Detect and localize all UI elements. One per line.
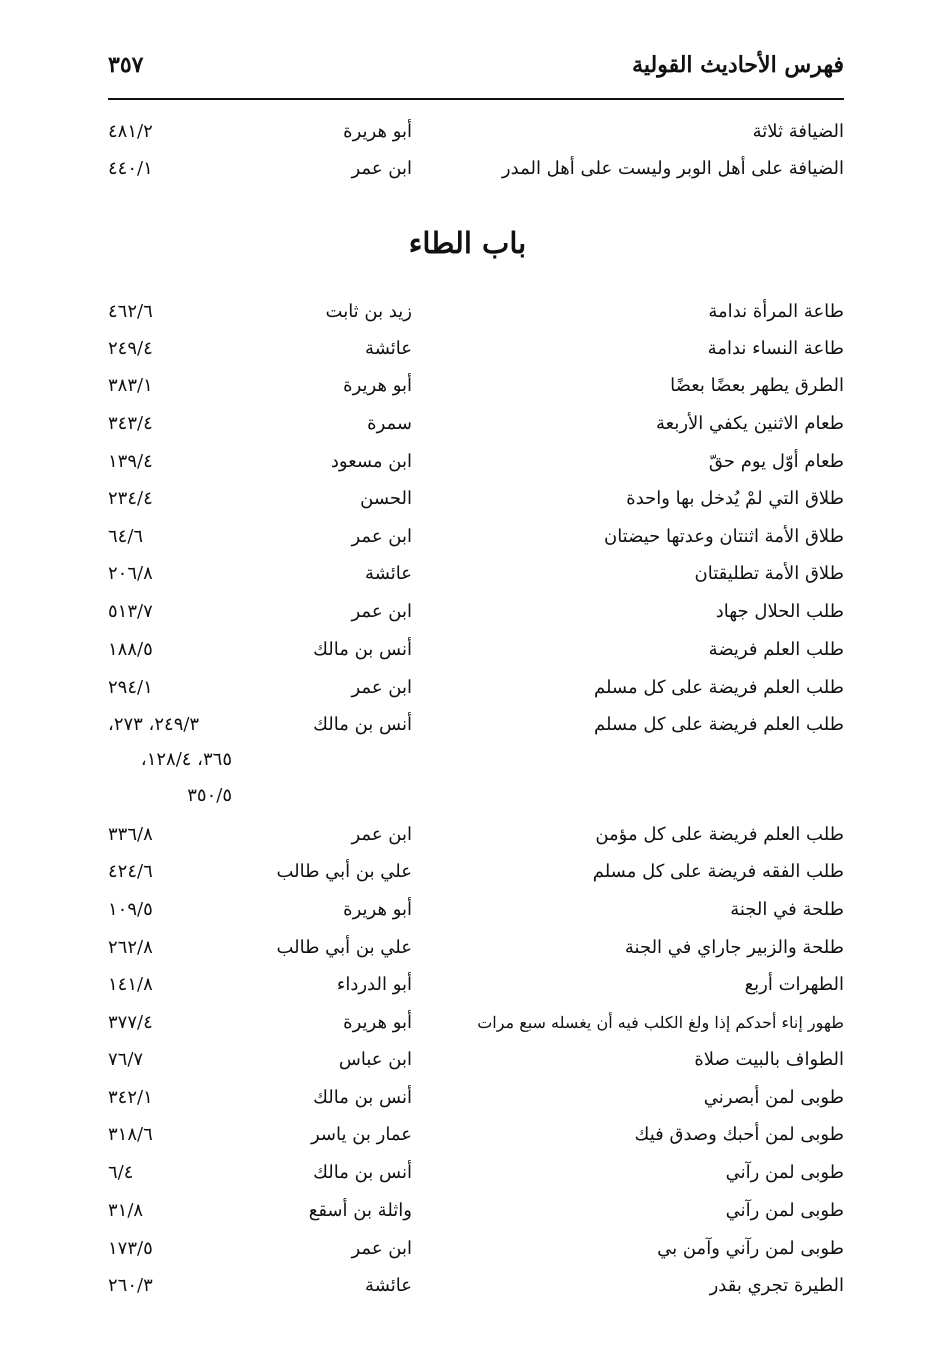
volume-page-ref: ٣١/٨	[108, 1200, 144, 1221]
hadith-text: طعام الاثنين يكفي الأربعة	[655, 413, 844, 434]
hadith-text: طوبى لمن رآني	[725, 1162, 844, 1183]
hadith-text: طاعة المرأة ندامة	[708, 301, 844, 322]
narrator: ابن مسعود	[330, 451, 412, 472]
volume-page-ref: ٣٤٣/٤	[108, 413, 153, 434]
hadith-text: طلب العلم فريضة على كل مؤمن	[595, 824, 844, 845]
volume-page-ref: ١٠٩/٥	[108, 899, 153, 920]
volume-page-ref: ١٣٩/٤	[108, 451, 153, 472]
list-item	[108, 895, 844, 925]
volume-page-ref: ٢٦٠/٣	[108, 1275, 153, 1296]
running-title: فهرس الأحاديث القولية	[632, 52, 844, 78]
list-item	[108, 522, 844, 552]
hadith-text: طلب العلم فريضة على كل مسلم	[593, 677, 844, 698]
narrator: أبو هريرة	[343, 121, 412, 142]
hadith-text: طوبى لمن رآني وآمن بي	[657, 1238, 844, 1259]
volume-page-ref: ٥١٣/٧	[108, 601, 153, 622]
narrator: سمرة	[367, 413, 412, 434]
hadith-text: طلحة والزبير جاراي في الجنة	[624, 937, 844, 958]
hadith-text: طهور إناء أحدكم إذا ولغ الكلب فيه أن يغسله سبع مرات	[477, 1013, 844, 1032]
narrator: الحسن	[360, 488, 412, 509]
volume-page-ref: ٣٣٦/٨	[108, 824, 153, 845]
volume-page-ref: ٣٨٣/١	[108, 375, 153, 396]
volume-page-ref-continuation: ٣٥٠/٥	[187, 785, 232, 806]
list-item	[108, 710, 844, 740]
hadith-text: طلاق الأمة اثنتان وعدتها حيضتان	[603, 526, 844, 547]
volume-page-ref: ٣٧٧/٤	[108, 1012, 153, 1033]
hadith-text: طوبى لمن أحبك وصدق فيك	[634, 1124, 844, 1145]
volume-page-ref-continuation: ٣٦٥، ١٢٨/٤،	[140, 749, 232, 770]
section-heading: باب الطاء	[408, 226, 527, 260]
narrator: ابن عمر	[351, 158, 412, 179]
narrator: علي بن أبي طالب	[276, 861, 412, 882]
hadith-text: الضيافة ثلاثة	[752, 121, 844, 142]
list-item	[108, 857, 844, 887]
hadith-text: الضيافة على أهل الوبر وليست على أهل المدر	[501, 158, 844, 179]
page-header	[108, 52, 844, 86]
hadith-text: طلب الفقه فريضة على كل مسلم	[592, 861, 844, 882]
narrator: عائشة	[365, 563, 412, 584]
list-item	[108, 447, 844, 477]
hadith-text: طوبى لمن رآني	[725, 1200, 844, 1221]
header-rule	[108, 98, 844, 100]
list-item	[108, 484, 844, 514]
narrator: علي بن أبي طالب	[276, 937, 412, 958]
narrator: أنس بن مالك	[313, 1087, 412, 1108]
list-item	[108, 673, 844, 703]
list-item	[108, 117, 844, 147]
list-item	[108, 1008, 844, 1038]
narrator: عائشة	[365, 338, 412, 359]
volume-page-ref: ٢٤٩/٤	[108, 338, 153, 359]
narrator: ابن عباس	[338, 1049, 412, 1070]
volume-page-ref: ٦٤/٦	[108, 526, 144, 547]
list-item	[108, 409, 844, 439]
volume-page-ref: ١٨٨/٥	[108, 639, 153, 660]
list-item	[108, 1083, 844, 1113]
narrator: ابن عمر	[351, 526, 412, 547]
narrator: ابن عمر	[351, 677, 412, 698]
narrator: ابن عمر	[351, 824, 412, 845]
list-item	[108, 1158, 844, 1188]
hadith-text: طلاق الأمة تطليقتان	[694, 563, 844, 584]
list-item	[108, 1120, 844, 1150]
narrator: أبو هريرة	[343, 375, 412, 396]
narrator: أنس بن مالك	[313, 639, 412, 660]
list-item	[108, 371, 844, 401]
narrator: أنس بن مالك	[313, 1162, 412, 1183]
volume-page-ref: ١٧٣/٥	[108, 1238, 153, 1259]
hadith-text: طلب العلم فريضة على كل مسلم	[593, 714, 844, 735]
volume-page-ref: ٤٤٠/١	[108, 158, 153, 179]
volume-page-ref: ٣٤٢/١	[108, 1087, 153, 1108]
volume-page-ref: ٢٠٦/٨	[108, 563, 153, 584]
narrator: أبو هريرة	[343, 1012, 412, 1033]
hadith-text: الطرق يطهر بعضًا بعضًا	[670, 375, 844, 396]
list-item	[108, 597, 844, 627]
narrator: أنس بن مالك	[313, 714, 412, 735]
list-item	[108, 1045, 844, 1075]
hadith-text: طلاق التي لمْ يُدخل بها واحدة	[626, 488, 844, 509]
hadith-text: طلب العلم فريضة	[708, 639, 844, 660]
list-item	[108, 1196, 844, 1226]
list-item	[108, 1271, 844, 1301]
volume-page-ref: ٣١٨/٦	[108, 1124, 153, 1145]
hadith-text: طعام أوّل يوم حقّ	[708, 451, 844, 472]
list-item	[108, 1234, 844, 1264]
list-item	[108, 297, 844, 327]
volume-page-ref: ٤٨١/٢	[108, 121, 153, 142]
narrator: زيد بن ثابت	[325, 301, 412, 322]
hadith-text: طوبى لمن أبصرني	[703, 1087, 844, 1108]
page-number: ٣٥٧	[108, 52, 144, 78]
list-item	[108, 154, 844, 184]
hadith-text: طاعة النساء ندامة	[707, 338, 844, 359]
hadith-text: الطهرات أربع	[744, 974, 844, 995]
narrator: أبو هريرة	[343, 899, 412, 920]
volume-page-ref: ١٤١/٨	[108, 974, 153, 995]
list-item	[108, 334, 844, 364]
list-item	[108, 933, 844, 963]
volume-page-ref: ٢٦٢/٨	[108, 937, 153, 958]
narrator: عمار بن ياسر	[311, 1124, 412, 1145]
list-item	[108, 820, 844, 850]
narrator: واثلة بن أسقع	[308, 1200, 412, 1221]
volume-page-ref: ٤٦٢/٦	[108, 301, 153, 322]
volume-page-ref: ٢٩٤/١	[108, 677, 153, 698]
volume-page-ref: ٤٢٤/٦	[108, 861, 153, 882]
narrator: ابن عمر	[351, 601, 412, 622]
volume-page-ref: ٢٣٤/٤	[108, 488, 153, 509]
narrator: ابن عمر	[351, 1238, 412, 1259]
hadith-text: طلب الحلال جهاد	[715, 601, 844, 622]
hadith-text: الطواف بالبيت صلاة	[694, 1049, 844, 1070]
list-item	[108, 635, 844, 665]
hadith-text: طلحة في الجنة	[730, 899, 844, 920]
narrator: أبو الدرداء	[336, 974, 412, 995]
volume-page-ref: ٢٤٩/٣، ٢٧٣،	[108, 714, 200, 735]
volume-page-ref: ٧٦/٧	[108, 1049, 144, 1070]
narrator: عائشة	[365, 1275, 412, 1296]
hadith-text: الطيرة تجري بقدر	[709, 1275, 844, 1296]
volume-page-ref: ٦/٤	[108, 1162, 134, 1183]
list-item	[108, 559, 844, 589]
list-item	[108, 970, 844, 1000]
